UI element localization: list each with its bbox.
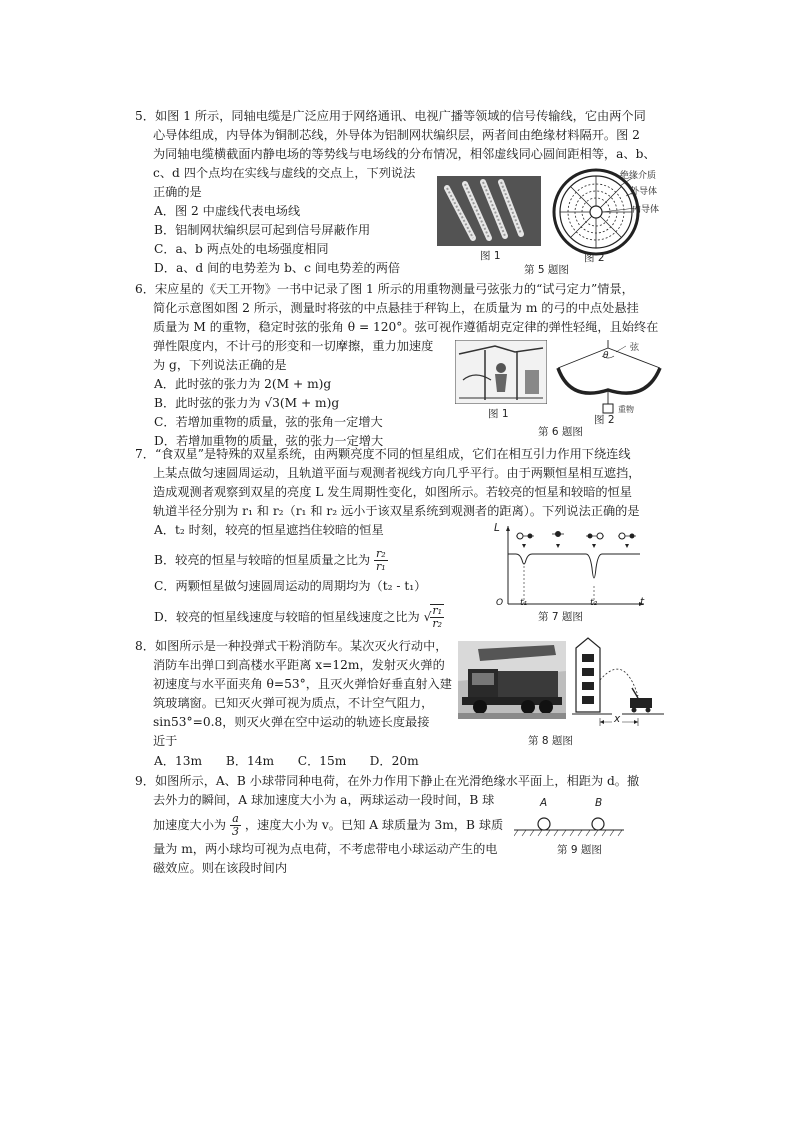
q6-option-a: A．此时弦的张力为 2(M + m)g (154, 377, 332, 391)
q5-line-3: 为同轴电缆横截面内静电场的等势线与电场线的分布情况，相邻虚线同心圆间距相等，a、b、 (153, 147, 656, 161)
q6-label-weight: 重物 (618, 405, 634, 414)
q7-label-t1: t₁ (520, 598, 528, 608)
q7-line-4: 轨道半径分别为 r₁ 和 r₂（r₁ 和 r₂ 远小于该双星系统到观测者的距离）。下列说法正确的是 (153, 504, 640, 518)
q9-line-3-end: ，速度大小为 v。已知 A 球质量为 3m，B 球质 (244, 818, 504, 832)
q5-option-b: B．铝制网状编织层可起到信号屏蔽作用 (154, 223, 371, 237)
q8-option-a: A．13m (154, 754, 203, 768)
q7-option-b (154, 548, 388, 573)
q7-option-a (154, 521, 384, 540)
q6-figure-1-label: 图 1 (488, 408, 509, 420)
q6-option-b: B．此时弦的张力为 √3(M + m)g (154, 396, 340, 410)
q9-line-3-start: 加速度大小为 (153, 818, 227, 832)
question-7 (135, 445, 675, 521)
q7-b-numerator: r₂ (376, 547, 386, 560)
q7-d-numerator: r₁ (432, 604, 443, 617)
q9-line-5: 磁效应。则在该段时间内 (153, 861, 288, 875)
q9-figure-two-balls (514, 812, 624, 838)
q8-label-x: x (614, 713, 621, 725)
q7-option-b-fraction (374, 548, 388, 573)
q5-option-d: D．a、d 间的电势差为 b、c 间电势差的两倍 (154, 261, 401, 275)
q9-fraction (230, 813, 241, 838)
q7-line-3: 造成观测者观察到双星的亮度 L 发生周期性变化，如图所示。若较亮的恒星和较暗的恒星 (153, 485, 632, 499)
q8-line-4: 筑玻璃窗。已知灭火弹可视为质点，不计空气阻力， (153, 696, 434, 710)
q5-figure-1-cable-photo (437, 176, 541, 246)
q6-figure-2-bow-schematic (550, 338, 670, 414)
q6-option-c: C．若增加重物的质量，弦的张角一定增大 (154, 415, 383, 429)
q7-caption: 第 7 题图 (538, 611, 583, 623)
q7-option-c-text: C．两颗恒星做匀速圆周运动的周期均为（t₂ - t₁） (154, 579, 427, 593)
q9-label-B: B (595, 797, 603, 809)
q5-line-5: 正确的是 (153, 185, 202, 199)
q6-caption: 第 6 题图 (538, 426, 583, 438)
q7-label-O: O (496, 598, 504, 608)
q5-label-inner-conductor: 内导体 (632, 205, 660, 215)
q8-line-2: 消防车出弹口到高楼水平距离 x=12m，发射灭火弹的 (153, 658, 445, 672)
q7-sqrt-sign: √ (423, 610, 432, 624)
q9-denominator: 3 (232, 825, 239, 838)
q7-b-denominator: r₁ (376, 560, 386, 573)
q7-option-d-fraction (430, 605, 444, 630)
q8-option-d: D．20m (369, 754, 419, 768)
q5-line-1: 5．如图 1 所示，同轴电缆是广泛应用于网络通讯、电视广播等领域的信号传输线，它由两个同 (135, 109, 646, 123)
q5-figure-1-label: 图 1 (480, 250, 501, 262)
q7-option-c (154, 577, 426, 596)
q7-line-2: 上某点做匀速圆周运动，且轨道平面与观测者视线方向几乎平行。由于两颗恒星相互遮挡， (153, 466, 641, 480)
q6-option-d: D．若增加重物的质量，弦的张力一定增大 (154, 434, 384, 448)
q6-figure-2-label: 图 2 (594, 414, 615, 426)
q6-line-5: 为 g，下列说法正确的是 (153, 358, 287, 372)
q6-label-string: 弦 (630, 343, 640, 353)
q7-option-d-text: D．较亮的恒星线速度与较暗的恒星线速度之比为 (154, 610, 420, 624)
question-8 (135, 637, 455, 751)
q8-options (154, 752, 438, 771)
q7-label-t: t (640, 596, 645, 608)
q5-option-a: A．图 2 中虚线代表电场线 (154, 204, 301, 218)
q5-line-2: 心导体组成，内导体为铜制芯线，外导体为铝制网状编织层，两者间由绝缘材料隔开。图 2 (153, 128, 640, 142)
q5-line-4: c、d 四个点均在实线与虚线的交点上，下列说法 (153, 166, 416, 180)
q7-label-L: L (494, 522, 500, 534)
q8-option-c: C．15m (297, 754, 347, 768)
q8-caption: 第 8 题图 (528, 735, 573, 747)
q9-numerator: a (230, 813, 241, 826)
q5-option-c: C．a、b 两点处的电场强度相同 (154, 242, 329, 256)
q5-caption: 第 5 题图 (524, 264, 569, 276)
q5-label-outer-conductor: 外导体 (630, 187, 658, 197)
q8-line-1: 8．如图所示是一种投弹式干粉消防车。某次灭火行动中， (135, 639, 448, 653)
q6-label-theta: θ (603, 351, 609, 361)
q7-label-t2: t₂ (590, 598, 598, 608)
q5-figure-2-label: 图 2 (584, 252, 605, 264)
q9-line-2: 去外力的瞬间，A 球加速度大小为 a，两球运动一段时间，B 球 (153, 793, 495, 807)
q6-line-1: 6．宋应星的《天工开物》一书中记录了图 1 所示的用重物测量弓弦张力的“试弓定力”情景， (135, 282, 634, 296)
q8-line-5: sin53°=0.8，则灭火弹在空中运动的轨迹长度最接 (153, 715, 430, 729)
q9-line-1: 9．如图所示，A、B 小球带同种电荷，在外力作用下静止在光滑绝缘水平面上，相距为 d。撤 (135, 774, 640, 788)
q7-d-denominator: r₂ (432, 617, 443, 630)
q8-line-6: 近于 (153, 734, 178, 748)
q5-label-insulation: 绝缘介质 (620, 171, 657, 181)
q7-option-b-text: B．较亮的恒星与较暗的恒星质量之比为 (154, 553, 371, 567)
q9-label-A: A (540, 797, 548, 809)
q6-line-3: 质量为 M 的重物，稳定时弦的张角 θ = 120°。弦可视作遵循胡克定律的弹性轻绳，且始终在 (153, 320, 659, 334)
q8-line-3: 初速度与水平面夹角 θ=53°，且灭火弹恰好垂直射入建 (153, 677, 452, 691)
q7-option-a-text: A．t₂ 时刻，较亮的恒星遮挡住较暗的恒星 (154, 523, 384, 537)
q6-figure-1-illustration (455, 340, 547, 404)
q8-option-b: B．14m (225, 754, 275, 768)
q6-line-2: 简化示意图如图 2 所示，测量时将弦的中点悬挂于秤钩上，在质量为 m 的弓的中点处悬挂 (153, 301, 639, 315)
q6-line-4: 弹性限度内，不计弓的形变和一切摩擦，重力加速度 (153, 339, 434, 353)
q8-figure-fire-truck-photo (458, 641, 566, 719)
q9-caption: 第 9 题图 (557, 844, 602, 856)
q7-line-1: 7．“食双星”是特殊的双星系统，由两颗亮度不同的恒星组成，它们在相互引力作用下绕连线 (135, 447, 631, 461)
q9-line-4: 量为 m，两小球均可视为点电荷，不考虑带电小球运动产生的电 (153, 842, 498, 856)
q7-option-d (154, 604, 444, 630)
